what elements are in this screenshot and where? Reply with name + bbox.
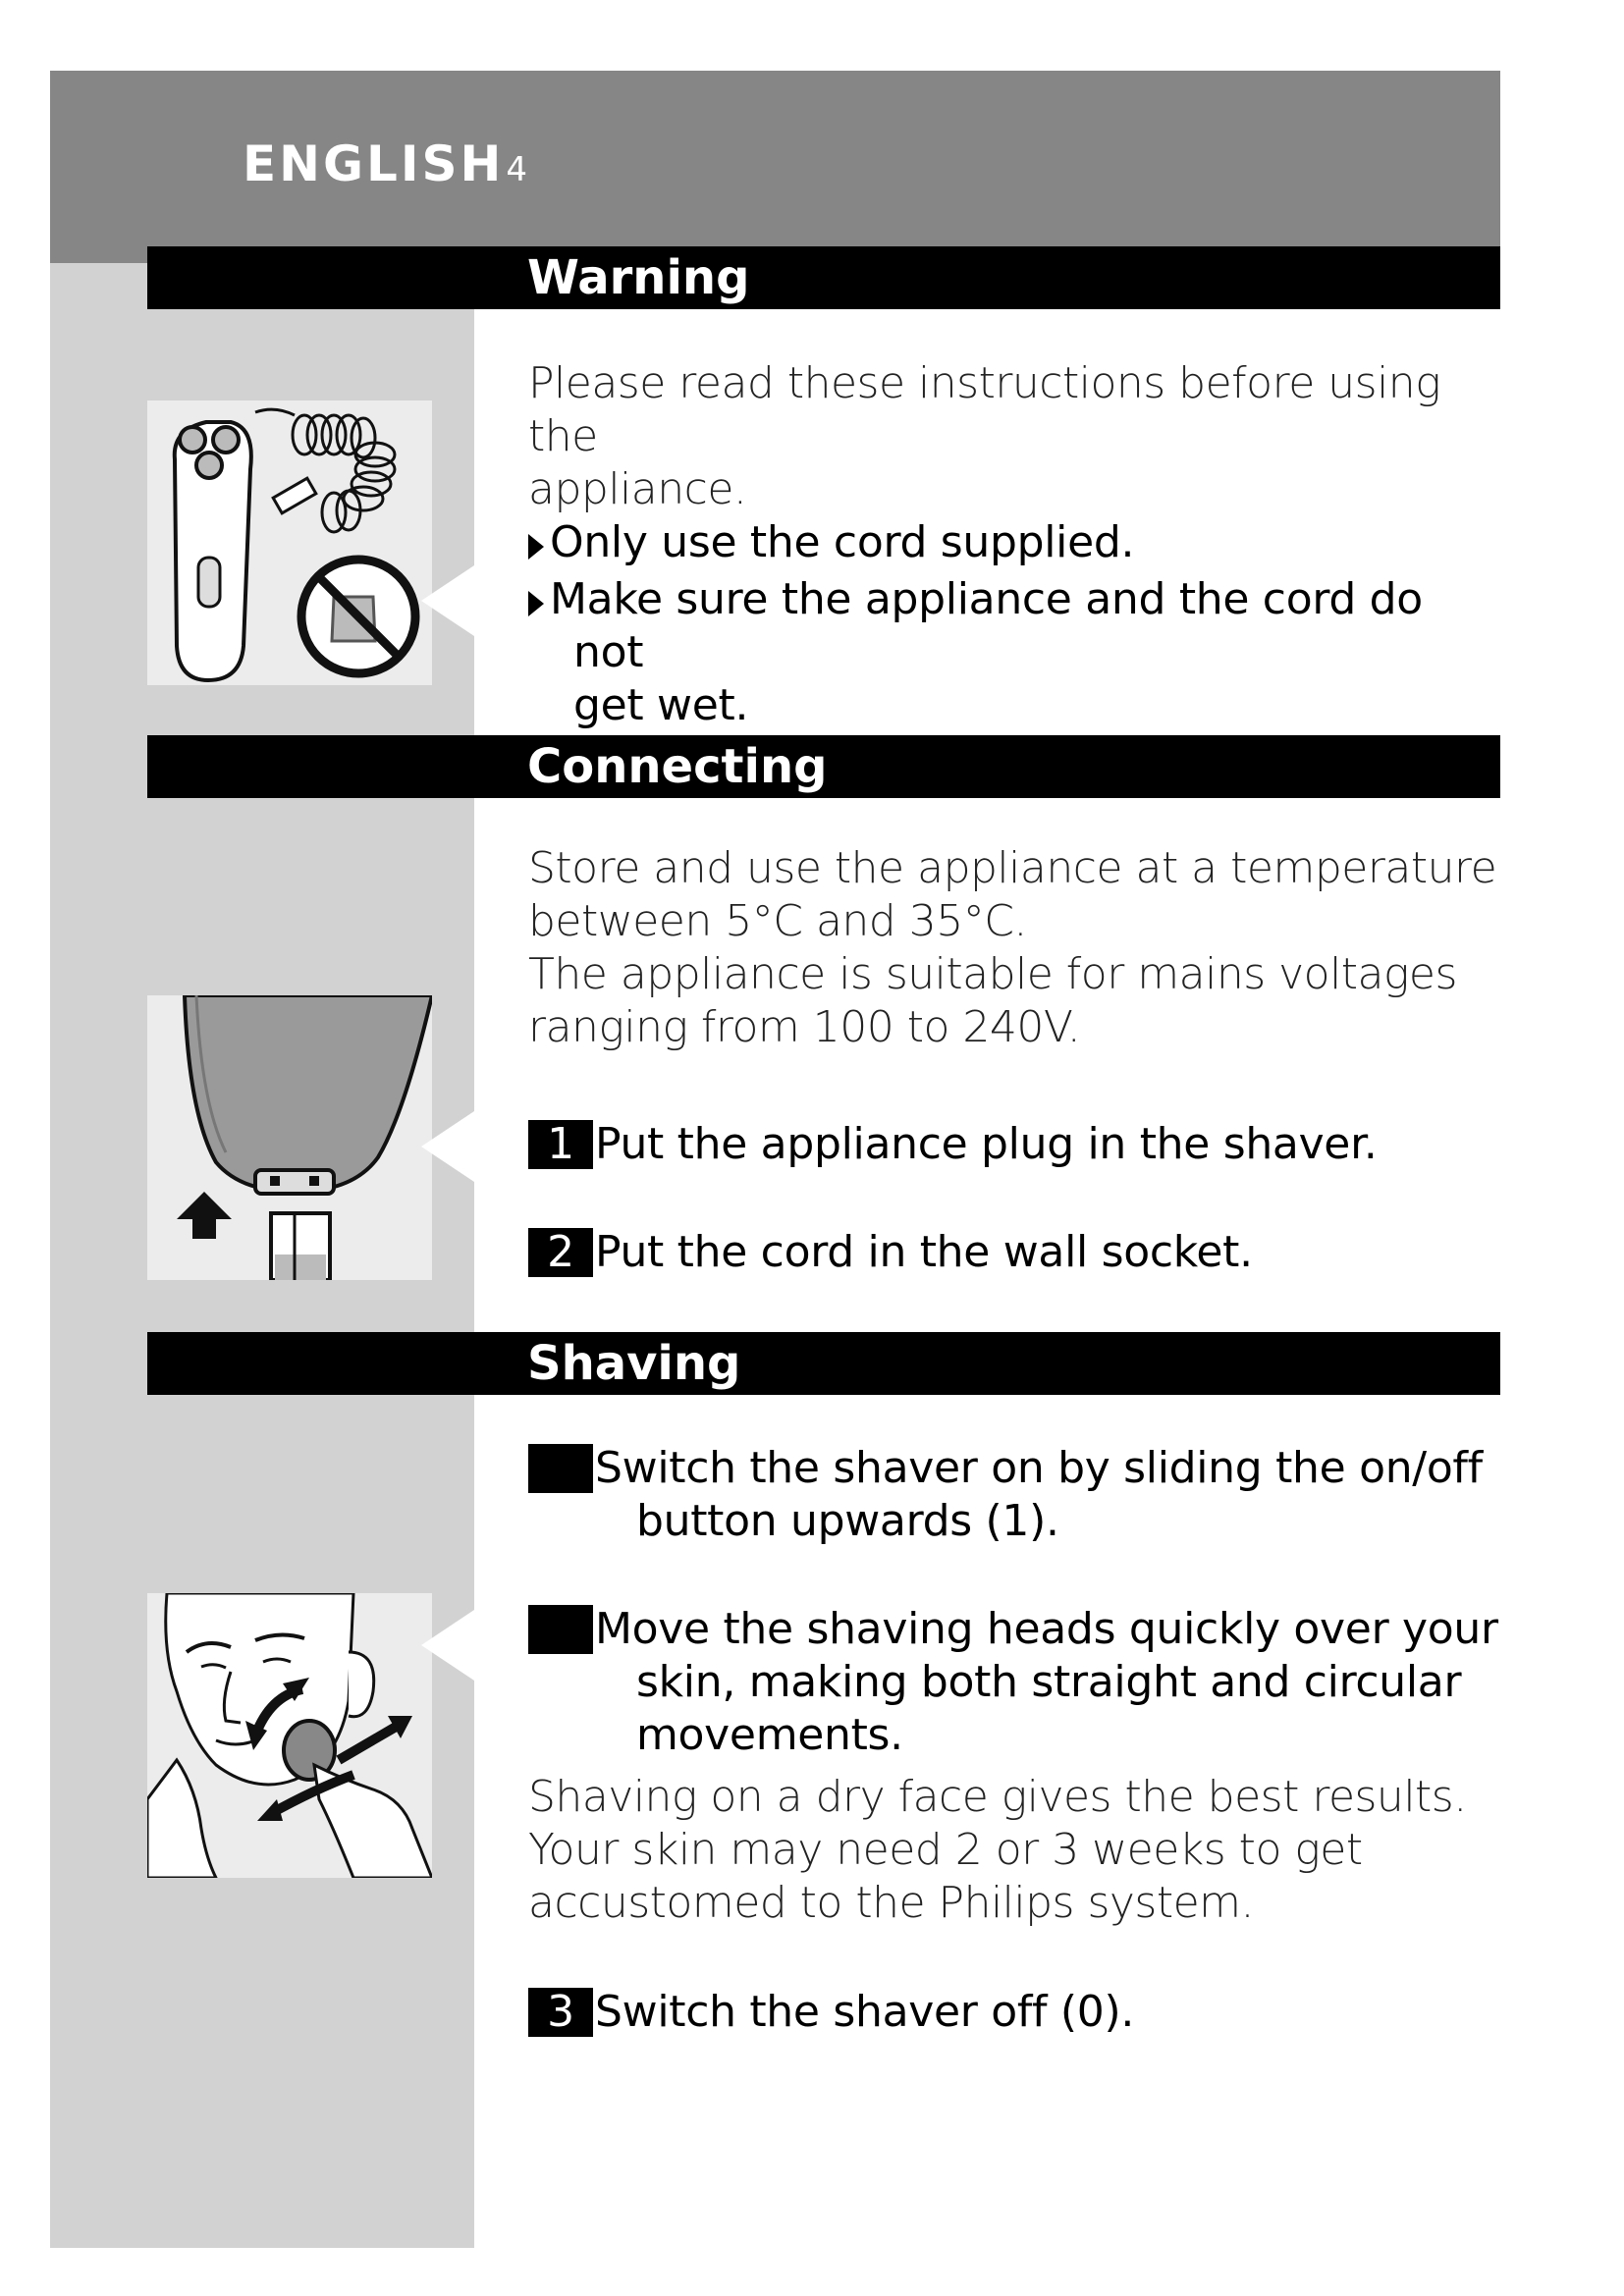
- page-number: 4: [506, 150, 528, 189]
- section-bar-shaving: [147, 1332, 1500, 1395]
- section-bar-connecting: [147, 735, 1500, 798]
- language-label: ENGLISH4: [243, 135, 528, 192]
- step-number: 1: [528, 1120, 593, 1169]
- plug-into-shaver-icon: [147, 995, 432, 1280]
- section-title-warning: Warning: [527, 250, 750, 305]
- section-title-shaving: Shaving: [527, 1336, 741, 1391]
- bullet-wet: Make sure the appliance and the cord do not get wet.: [528, 573, 1500, 732]
- step-number: 2: [528, 1605, 593, 1654]
- bullet-icon: [528, 591, 544, 616]
- bullet-icon: [528, 534, 544, 560]
- pointer-arrow: [421, 1111, 474, 1182]
- bullet-cord: Only use the cord supplied.: [528, 516, 1500, 569]
- pointer-arrow: [421, 1610, 474, 1681]
- pointer-arrow: [421, 565, 474, 636]
- step-number: 1: [528, 1444, 593, 1493]
- man-shaving-icon: [147, 1593, 432, 1878]
- section-title-connecting: Connecting: [527, 739, 828, 794]
- section-bar-warning: [147, 246, 1500, 309]
- warning-bullets: [528, 516, 1500, 732]
- shaver-cord-no-water-icon: [147, 400, 432, 685]
- step-number: 2: [528, 1228, 593, 1277]
- shaving-note: Shaving on a dry face gives the best results. Your skin may need 2 or 3 weeks to get accustomed to the Philips system.: [528, 1772, 1467, 1928]
- shaving-step-2: 2 Move the shaving heads quickly over your skin, making both straight and circular movements.: [493, 1604, 1498, 1760]
- shaving-step-3: 3 Switch the shaver off (0).: [528, 1986, 1500, 2039]
- step-number: 3: [528, 1988, 593, 2037]
- connecting-step-2: 2 Put the cord in the wall socket.: [528, 1226, 1500, 1279]
- shaving-step-1: 1 Switch the shaver on by sliding the on/off button upwards (1).: [493, 1443, 1483, 1546]
- connecting-info: Store and use the appliance at a temperature between 5°C and 35°C. The appliance is suitable for mains voltages ranging from 100 to 240V.: [528, 843, 1497, 1052]
- warning-intro: Please read these instructions before using the appliance.: [528, 358, 1441, 514]
- connecting-step-1: 1 Put the appliance plug in the shaver.: [528, 1118, 1500, 1171]
